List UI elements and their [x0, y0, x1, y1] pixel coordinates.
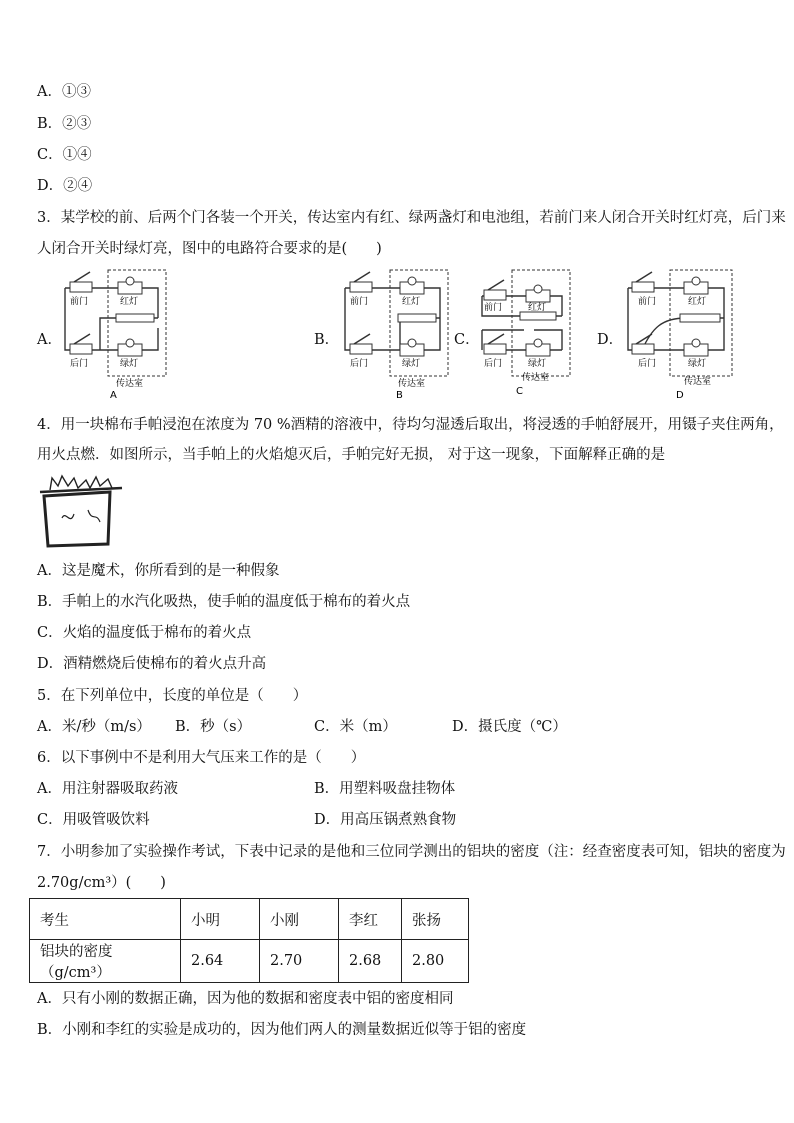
- q5-option-b: B．秒（s）: [175, 719, 252, 735]
- q7-option-b: B．小刚和李红的实验是成功的，因为他们两人的测量数据近似等于铝的密度: [37, 1022, 527, 1038]
- q5-option-d: D．摄氏度（℃）: [452, 719, 567, 735]
- label-front-door: 前门: [350, 297, 369, 307]
- label-green-light: 绿灯: [688, 359, 707, 369]
- table-cell: 2.80: [402, 940, 469, 983]
- q5-stem: 5．在下列单位中，长度的单位是（ ）: [37, 688, 308, 704]
- label-back-door: 后门: [350, 359, 369, 369]
- caption-d: D: [676, 390, 684, 400]
- q3-option-a-letter: A．: [37, 332, 62, 348]
- caption-a: A: [110, 390, 117, 400]
- label-red-light: 红灯: [120, 297, 139, 307]
- label-room: 传达室: [116, 379, 144, 389]
- q3-option-d-letter: D．: [597, 332, 624, 348]
- label-red-light: 红灯: [688, 297, 707, 307]
- label-back-door: 后门: [484, 359, 503, 369]
- caption-c: C: [516, 386, 523, 397]
- label-front-door: 前门: [484, 303, 503, 313]
- q3-stem-line1: 3．某学校的前、后两个门各装一个开关，传达室内有红、绿两盏灯和电池组，若前门来人闭合开关时红灯亮，后门来: [37, 210, 786, 226]
- q3-option-c-letter: C．: [454, 332, 480, 348]
- table-cell: 李红: [339, 899, 402, 940]
- table-row: [30, 940, 469, 983]
- q2-option-a: A．①③: [37, 84, 91, 100]
- burning-handkerchief-figure: [38, 474, 124, 550]
- label-red-light: 红灯: [402, 297, 421, 307]
- label-green-light: 绿灯: [528, 359, 547, 369]
- table-cell: 2.70: [260, 940, 339, 983]
- circuit-diagram-d: [622, 268, 738, 400]
- q4-option-a: A．这是魔术，你所看到的是一种假象: [37, 563, 280, 579]
- q7-stem-line2: 2.70g/cm³）( ): [37, 875, 166, 891]
- circuit-diagram-b: [340, 268, 452, 400]
- q6-option-b: B．用塑料吸盘挂物体: [314, 781, 456, 797]
- label-green-light: 绿灯: [120, 359, 139, 369]
- label-back-door: 后门: [70, 359, 89, 369]
- q3-option-b-letter: B．: [314, 332, 340, 348]
- table-header-row: [30, 899, 469, 940]
- label-back-door: 后门: [638, 359, 657, 369]
- label-front-door: 前门: [70, 297, 89, 307]
- q2-option-b: B．②③: [37, 116, 92, 132]
- density-table: [29, 898, 469, 983]
- q4-option-b: B．手帕上的水汽化吸热，使手帕的温度低于棉布的着火点: [37, 594, 411, 610]
- q2-option-c: C．①④: [37, 147, 92, 163]
- table-cell: 小明: [181, 899, 260, 940]
- caption-b: B: [396, 390, 403, 400]
- q4-stem-line1: 4．用一块棉布手帕浸泡在浓度为 70 %酒精的溶液中，待均匀湿透后取出，将浸透的手帕舒展开，用镊子夹住两角，: [37, 417, 784, 433]
- q4-option-d: D．酒精燃烧后使棉布的着火点升高: [37, 656, 267, 672]
- table-cell: 铝块的密度（g/cm³）: [30, 940, 181, 983]
- q2-option-d: D．②④: [37, 178, 93, 194]
- label-front-door: 前门: [638, 297, 657, 307]
- table-cell: 2.68: [339, 940, 402, 983]
- circuit-diagram-a: [60, 268, 170, 400]
- q4-option-c: C．火焰的温度低于棉布的着火点: [37, 625, 252, 641]
- circuit-diagram-c: [474, 268, 584, 400]
- label-red-light: 红灯: [528, 303, 547, 313]
- q3-stem-line2: 人闭合开关时绿灯亮，图中的电路符合要求的是( ): [37, 241, 382, 257]
- q4-stem-line2: 用火点燃．如图所示，当手帕上的火焰熄灭后，手帕完好无损， 对于这一现象，下面解释正确的是: [37, 447, 666, 463]
- q6-option-c: C．用吸管吸饮料: [37, 812, 150, 828]
- q6-option-a: A．用注射器吸取药液: [37, 781, 178, 797]
- table-cell: 张扬: [402, 899, 469, 940]
- q7-stem-line1: 7．小明参加了实验操作考试，下表中记录的是他和三位同学测出的铝块的密度（注：经查密度表可知，铝块的密度为: [37, 844, 786, 860]
- q5-option-a: A．米/秒（m/s）: [37, 719, 151, 735]
- q7-option-a: A．只有小刚的数据正确，因为他的数据和密度表中铝的密度相同: [37, 991, 454, 1007]
- label-room: 传达室: [398, 379, 426, 389]
- table-cell: 小刚: [260, 899, 339, 940]
- q5-option-c: C．米（m）: [314, 719, 397, 735]
- q6-stem: 6．以下事例中不是利用大气压来工作的是（ ）: [37, 750, 366, 766]
- label-room: 传达室: [684, 377, 712, 387]
- table-cell: 考生: [30, 899, 181, 940]
- label-room: 传达室: [522, 373, 550, 383]
- label-green-light: 绿灯: [402, 359, 421, 369]
- table-cell: 2.64: [181, 940, 260, 983]
- q6-option-d: D．用高压锅煮熟食物: [314, 812, 457, 828]
